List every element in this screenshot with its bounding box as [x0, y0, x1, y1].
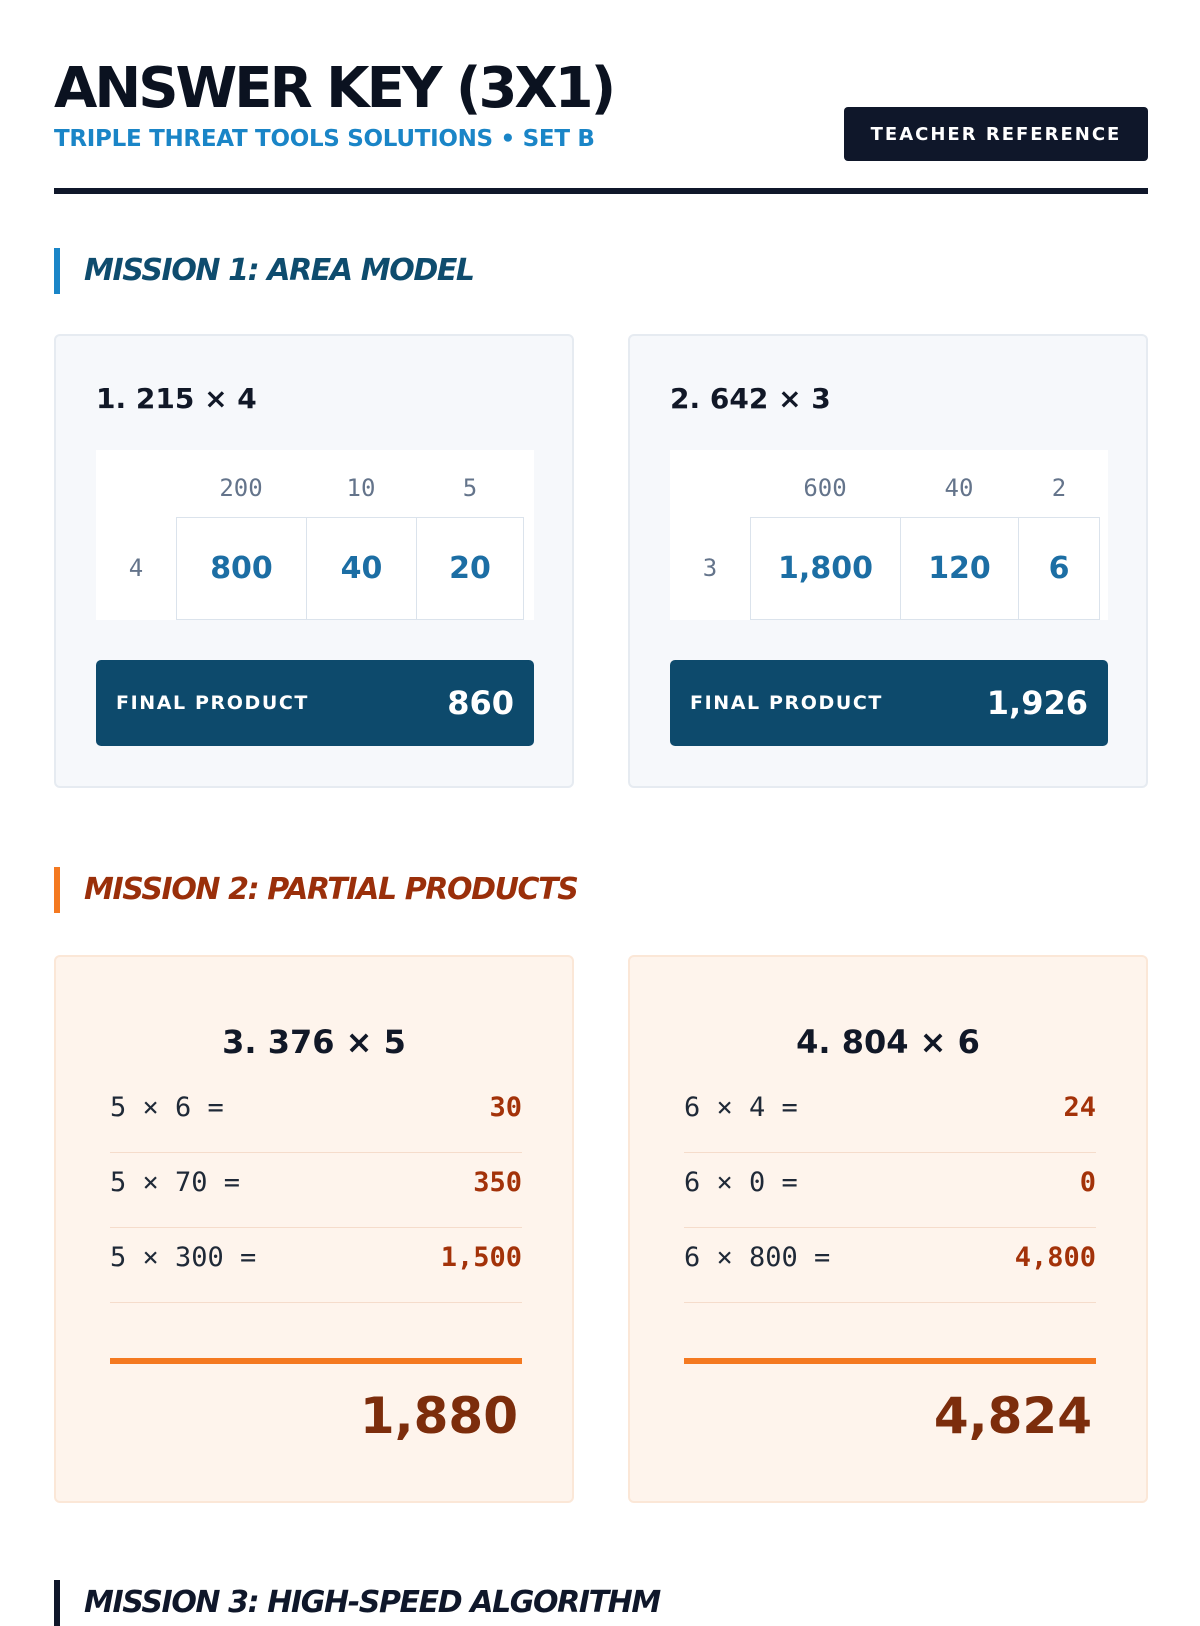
page-subtitle: TRIPLE THREAT TOOLS SOLUTIONS • SET B	[54, 126, 595, 152]
partial-value: 30	[489, 1092, 522, 1123]
teacher-reference-badge: TEACHER REFERENCE	[844, 107, 1148, 161]
column-header: 2	[1051, 474, 1067, 502]
area-cell: 800	[176, 517, 307, 620]
row-multiplier: 3	[702, 554, 718, 582]
area-cell: 40	[306, 517, 417, 620]
partial-value: 4,800	[1014, 1242, 1096, 1273]
problem-label: 2. 642 × 3	[670, 382, 831, 415]
partial-products-total: 4,824	[933, 1387, 1092, 1445]
partial-product-row	[110, 1227, 522, 1303]
area-cell: 120	[900, 517, 1019, 620]
area-cell: 6	[1018, 517, 1100, 620]
row-multiplier: 4	[128, 554, 144, 582]
partial-product-row	[684, 1152, 1096, 1228]
partial-products-total: 1,880	[359, 1387, 518, 1445]
partial-value: 350	[473, 1167, 522, 1198]
mission-3-heading: MISSION 3: HIGH-SPEED ALGORITHM	[54, 1580, 660, 1626]
final-product-value: 1,926	[986, 684, 1088, 722]
column-header: 5	[462, 474, 478, 502]
column-header: 600	[803, 474, 847, 502]
area-model-grid	[670, 450, 1108, 620]
area-model-card-1	[54, 334, 574, 788]
final-product-bar	[670, 660, 1108, 746]
partial-expression: 6 × 0 =	[684, 1167, 798, 1198]
partial-expression: 5 × 70 =	[110, 1167, 241, 1198]
area-model-card-2	[628, 334, 1148, 788]
partial-products-card-4	[628, 955, 1148, 1503]
column-header: 200	[219, 474, 263, 502]
partial-products-card-3	[54, 955, 574, 1503]
partial-value: 0	[1079, 1167, 1096, 1198]
partial-expression: 5 × 6 =	[110, 1092, 224, 1123]
final-product-label: FINAL PRODUCT	[690, 692, 883, 714]
column-header: 40	[944, 474, 974, 502]
partial-product-row	[110, 1152, 522, 1228]
partial-product-row	[684, 1077, 1096, 1153]
mission-1-heading: MISSION 1: AREA MODEL	[54, 248, 474, 294]
column-header: 10	[346, 474, 376, 502]
area-cell: 1,800	[750, 517, 901, 620]
mission-2-heading: MISSION 2: PARTIAL PRODUCTS	[54, 867, 577, 913]
sum-rule	[684, 1358, 1096, 1364]
page-header	[54, 0, 1148, 194]
partial-product-row	[110, 1077, 522, 1153]
final-product-label: FINAL PRODUCT	[116, 692, 309, 714]
problem-label: 1. 215 × 4	[96, 382, 257, 415]
area-cell: 20	[416, 517, 524, 620]
partial-expression: 6 × 4 =	[684, 1092, 798, 1123]
final-product-value: 860	[447, 684, 514, 722]
partial-value: 24	[1063, 1092, 1096, 1123]
page-title: ANSWER KEY (3X1)	[54, 56, 614, 121]
partial-expression: 6 × 800 =	[684, 1242, 831, 1273]
partial-value: 1,500	[440, 1242, 522, 1273]
partial-product-row	[684, 1227, 1096, 1303]
area-model-grid	[96, 450, 534, 620]
problem-label: 3. 376 × 5	[222, 1023, 406, 1061]
problem-label: 4. 804 × 6	[796, 1023, 980, 1061]
final-product-bar	[96, 660, 534, 746]
partial-expression: 5 × 300 =	[110, 1242, 257, 1273]
sum-rule	[110, 1358, 522, 1364]
